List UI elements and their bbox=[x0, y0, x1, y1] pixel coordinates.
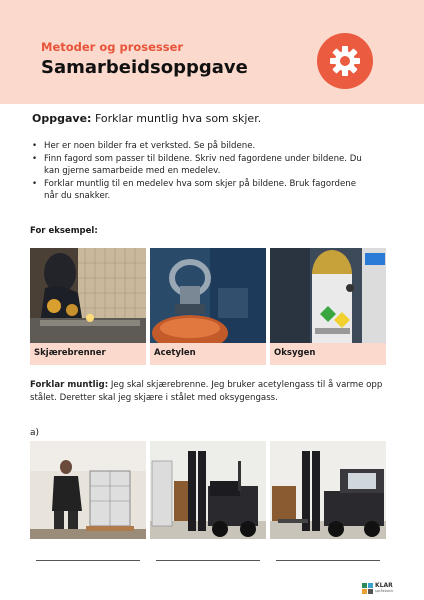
answer-line-3[interactable] bbox=[276, 560, 380, 561]
klar-logo bbox=[362, 582, 402, 596]
oxygen-photo bbox=[270, 248, 386, 343]
section-kicker: Metoder og prosesser bbox=[41, 40, 184, 54]
logo-subtext: språkbank bbox=[375, 589, 394, 593]
card-caption: Skjærebrenner bbox=[30, 343, 146, 365]
task-line bbox=[32, 112, 261, 125]
gear-icon bbox=[329, 45, 361, 77]
card-caption: Acetylen bbox=[150, 343, 266, 365]
answer-line-1[interactable] bbox=[36, 560, 140, 561]
list-item: • Her er noen bilder fra et verksted. Se på bildene. bbox=[32, 140, 362, 152]
page-title: Samarbeidsoppgave bbox=[41, 57, 248, 78]
task-text: Forklar muntlig hva som skjer. bbox=[94, 112, 262, 125]
gear-badge bbox=[317, 33, 373, 89]
logo-mark-icon bbox=[362, 583, 373, 594]
explanation-body: Jeg skal skjærebrenne. Jeg bruker acetylengass til å varme opp stålet. Deretter skal jeg skjære i stålet med oksygengass. bbox=[30, 380, 383, 403]
header-band bbox=[0, 0, 424, 104]
acetylene-photo bbox=[150, 248, 266, 343]
example-card-oxygen bbox=[270, 248, 386, 365]
logo-text: KLAR bbox=[375, 582, 393, 589]
example-card-acetylene bbox=[150, 248, 266, 365]
answer-line-2[interactable] bbox=[156, 560, 260, 561]
explanation-text bbox=[30, 379, 395, 405]
instruction-list bbox=[32, 140, 362, 203]
welder-photo bbox=[30, 248, 146, 343]
task-label: Oppgave: bbox=[32, 112, 92, 125]
explanation-label: Forklar muntlig: bbox=[30, 380, 109, 390]
exercise-label-a: a) bbox=[30, 428, 40, 438]
example-card-cutting-torch bbox=[30, 248, 146, 365]
forklift-photo-2 bbox=[270, 441, 386, 539]
list-item: • Finn fagord som passer til bildene. Skriv ned fagordene under bildene. Du kan gjerne samarbeide med en medelev. bbox=[32, 153, 362, 177]
worker-ibc-photo bbox=[30, 441, 146, 539]
list-item: • Forklar muntlig til en medelev hva som skjer på bildene. Bruk fagordene når du snakker. bbox=[32, 178, 362, 202]
forklift-photo-1 bbox=[150, 441, 266, 539]
example-label: For eksempel: bbox=[30, 226, 98, 236]
card-caption: Oksygen bbox=[270, 343, 386, 365]
